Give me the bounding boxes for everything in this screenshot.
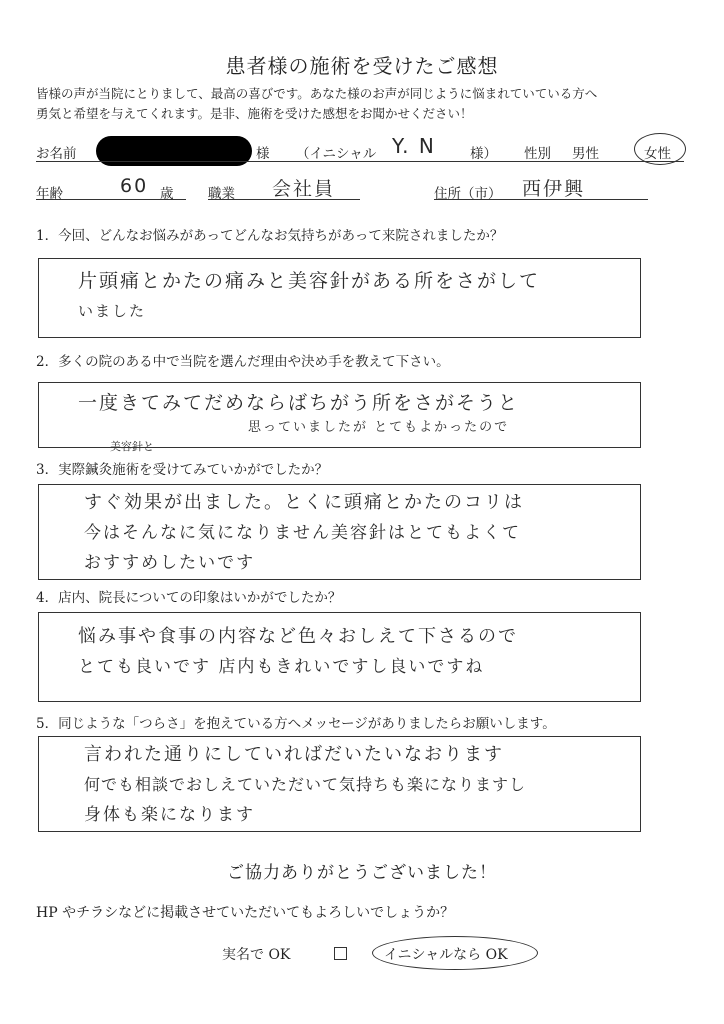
answer-2-line-1: 一度きてみてだめならばちがう所をさがそうと	[78, 392, 520, 414]
answer-3-line-2: 今はそんなに気になりません美容針はとてもよくて	[84, 523, 521, 543]
gender-male: 男性	[572, 146, 599, 162]
form-title: 患者様の施術を受けたご感想	[225, 54, 499, 78]
age-label: 年齢	[36, 186, 63, 202]
answer-4-line-1: 悩み事や食事の内容など色々おしえて下さるので	[78, 626, 518, 647]
gender-label: 性別	[524, 146, 551, 162]
answer-3	[48, 488, 638, 578]
answer-2-line-2: 思っていましたが とてもよかったので	[248, 420, 510, 435]
address-value: 西伊興	[522, 178, 586, 200]
name-sama-label: 様	[256, 146, 270, 162]
age-rule	[36, 199, 186, 200]
gender-female: 女性	[644, 146, 671, 162]
question-3-label: 3．実際鍼灸施術を受けてみていかがでしたか？	[36, 462, 329, 478]
answer-3-line-3: おすすめしたいです	[84, 553, 256, 573]
name-label: お名前	[36, 146, 77, 162]
option-realname-label: 実名で OK	[222, 947, 291, 963]
thanks-text: ご協力ありがとうございました！	[227, 863, 497, 883]
age-unit: 歳	[160, 186, 174, 202]
hp-question: HP やチラシなどに掲載させていただいてもよろしいでしょうか？	[36, 905, 455, 921]
answer-1-line-2: いました	[78, 302, 147, 320]
initial-label: （イニシャル	[296, 146, 377, 162]
name-row-rule	[36, 161, 684, 162]
answer-2	[48, 388, 638, 438]
answer-4-line-2: とても良いです 店内もきれいですし良いですね	[78, 657, 485, 677]
address-label: 住所（市）	[434, 186, 502, 202]
answer-5-line-1: 言われた通りにしていればだいたいなおります	[84, 744, 504, 765]
answer-5	[48, 740, 638, 830]
answer-5-line-2: 何でも相談でおしえていただいて気持ちも楽になりますし	[84, 775, 527, 794]
question-4-label: 4．店内、院長についての印象はいかがでしたか？	[36, 590, 342, 606]
job-value: 会社員	[272, 178, 336, 200]
question-2-label: 2．多くの院のある中で当院を選んだ理由や決め手を教えて下さい。	[36, 354, 450, 370]
intro-text	[36, 84, 696, 124]
option-initial-circle	[372, 936, 538, 970]
initial-value: Y. N	[392, 134, 436, 158]
intro-line-2: 勇気と希望を与えてくれます。是非、施術を受けた感想をお聞かせください！	[36, 106, 473, 121]
option-initial-label: イニシャルなら OK	[384, 947, 508, 963]
answer-5-line-3: 身体も楽になります	[84, 805, 255, 825]
question-1-label: 1．今回、どんなお悩みがあってどんなお気持ちがあって来院されましたか？	[36, 228, 504, 244]
job-label: 職業	[208, 186, 235, 202]
answer-4	[48, 622, 638, 682]
job-rule	[208, 199, 360, 200]
address-rule	[434, 199, 648, 200]
answer-1	[48, 266, 638, 326]
initial-sama-label: 様）	[470, 146, 497, 162]
age-value: 60	[120, 175, 149, 197]
answer-3-line-1: すぐ効果が出ました。とくに頭痛とかたのコリは	[84, 492, 524, 513]
option-checkbox[interactable]	[334, 947, 347, 960]
intro-line-1: 皆様の声が当院にとりまして、最高の喜びです。あなた様のお声が同じように悩まれていている方へ	[36, 86, 598, 101]
answer-2-annotation: 美容針と	[110, 440, 154, 453]
answer-1-line-1: 片頭痛とかたの痛みと美容針がある所をさがして	[78, 270, 541, 292]
question-5-label: 5．同じような「つらさ」を抱えている方へメッセージがありましたらお願いします。	[36, 716, 556, 732]
